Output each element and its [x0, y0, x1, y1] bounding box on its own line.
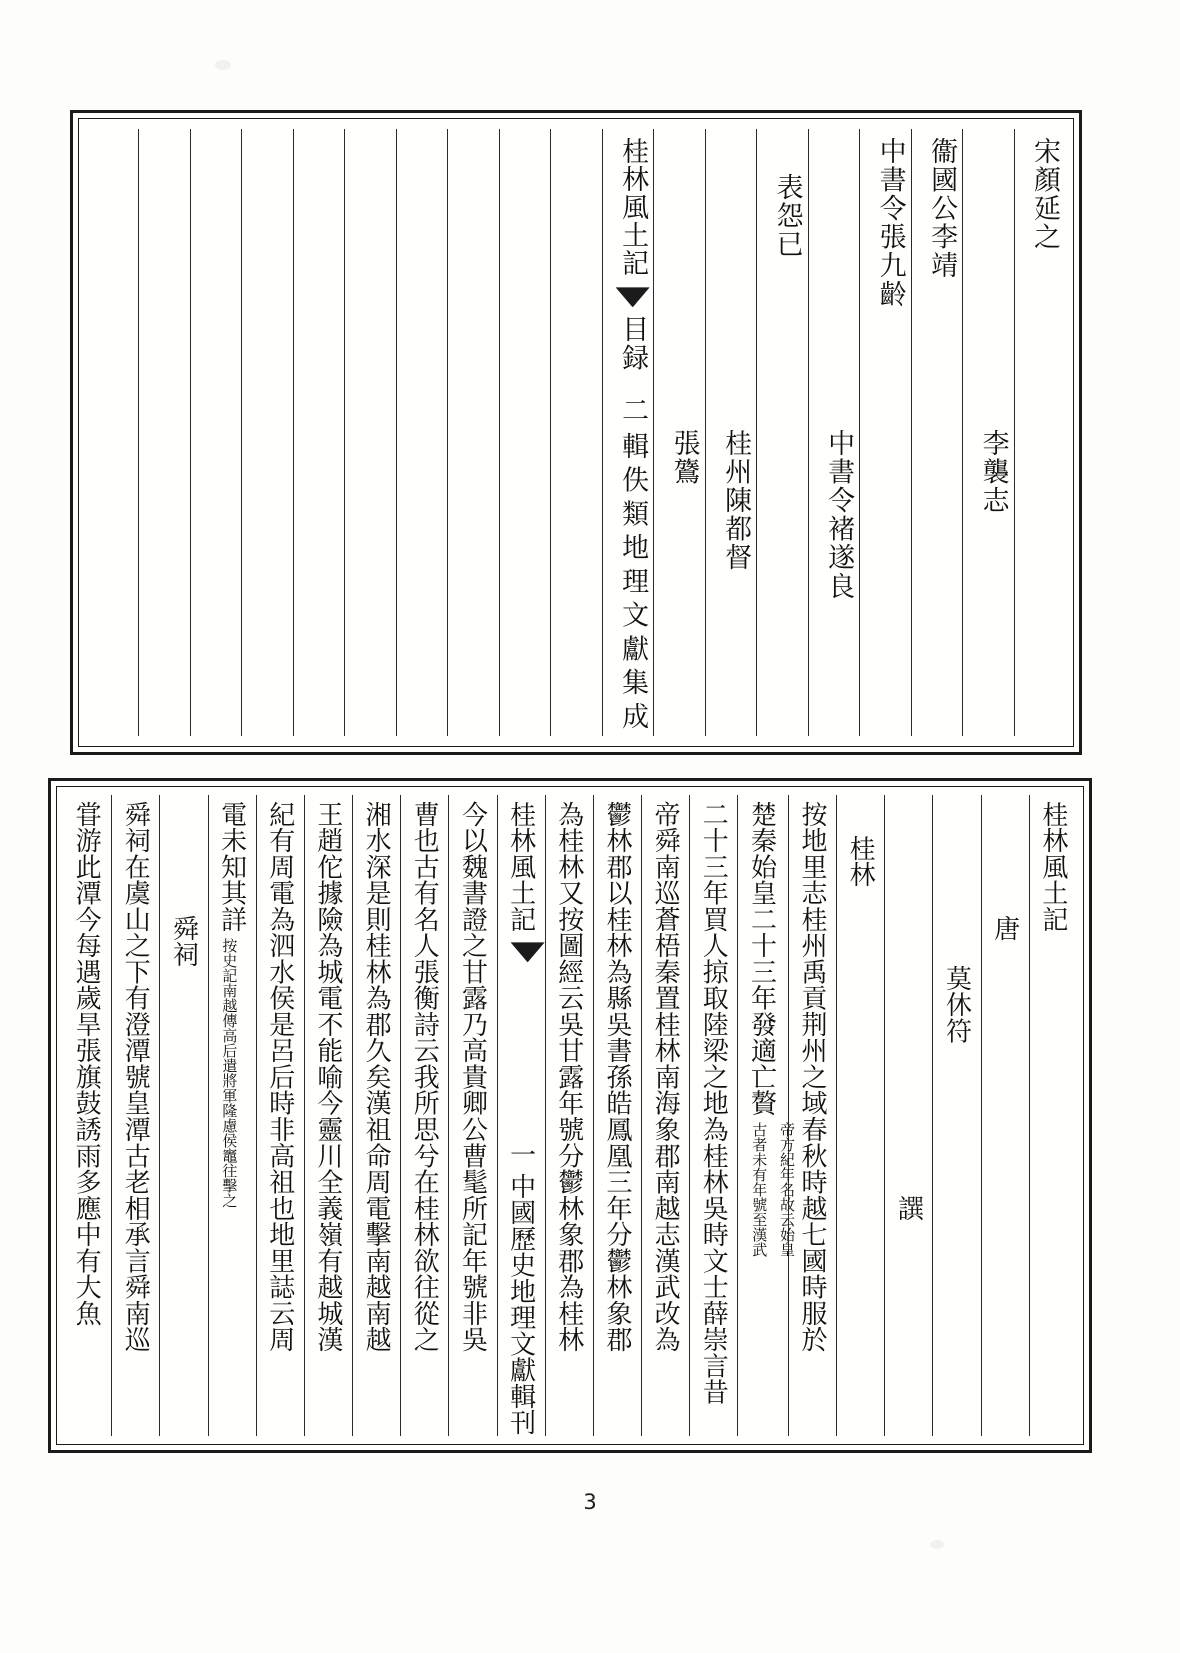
- sub-heading: 舜祠: [168, 915, 199, 968]
- folio-number: 3: [583, 1490, 597, 1514]
- body-column-13-subheading: [159, 795, 207, 1436]
- topic-column: [836, 795, 884, 1436]
- body-text: 帝舜南巡蒼梧秦置桂林南海象郡南越志漢武改為: [650, 801, 681, 1353]
- body-text: 電未知其詳: [216, 801, 247, 933]
- body-column-11: [256, 795, 304, 1436]
- section-label: 目録: [617, 315, 649, 373]
- toc-inner-border: [78, 118, 1074, 747]
- body-text: 二十三年買人掠取陸梁之地為桂林吳時文士薛崇言昔: [698, 801, 729, 1405]
- interlinear-note-pair: [738, 1116, 794, 1257]
- body-text: 王趙佗據險為城電不能喻今靈川全義嶺有越城漢: [312, 801, 343, 1353]
- author-name-column: [932, 795, 980, 1436]
- main-banxin-strip: [497, 795, 545, 1436]
- interlinear-note-left: 帝方紀年名故云始皇: [777, 1122, 796, 1258]
- toc-blank-column: [293, 129, 344, 736]
- toc-entry-main: 表怨已: [771, 173, 803, 259]
- scan-blotch: [215, 60, 231, 70]
- toc-entry-main: 中書令張九齡: [874, 137, 906, 309]
- body-column-6: [545, 795, 593, 1436]
- book-title: 桂林風土記: [617, 137, 649, 278]
- body-with-interlinear-note: [738, 795, 777, 1117]
- toc-blank-column: [550, 129, 601, 736]
- body-column-12: [208, 795, 256, 1436]
- toc-entry-sub: 張鷟: [668, 429, 700, 487]
- toc-column-4: [756, 129, 807, 736]
- toc-column-1: [1014, 129, 1065, 736]
- page-marker: 一: [505, 1141, 536, 1168]
- toc-column-1-sub: [962, 129, 1013, 736]
- body-text: 湘水深是則桂林為郡久矣漢祖命周電擊南越南越: [361, 801, 392, 1353]
- fish-tail-icon: [616, 287, 650, 307]
- toc-entry-sub: 中書令褚遂良: [823, 429, 855, 601]
- main-columns: [57, 787, 1083, 1444]
- toc-entry-main: 宋顏延之: [1029, 137, 1061, 252]
- toc-entry-main: 衞國公李靖: [926, 137, 958, 281]
- author-role-column: [884, 795, 932, 1436]
- body-column-1: [788, 795, 836, 1436]
- toc-blank-column: [344, 129, 395, 736]
- body-column-4: [641, 795, 689, 1436]
- toc-banxin-strip: [602, 129, 653, 736]
- scan-blotch: [930, 1540, 944, 1549]
- main-text-block: [48, 778, 1092, 1453]
- page-marker: 二: [617, 395, 649, 425]
- toc-column-5-sub: [653, 129, 704, 736]
- body-column-15: [63, 795, 111, 1436]
- series-label: 輯佚類地理文獻集成: [617, 432, 649, 736]
- toc-column-3-sub: [808, 129, 859, 736]
- interlinear-note-right: 古者未有年號至漢武: [750, 1122, 769, 1258]
- body-column-3: [689, 795, 737, 1436]
- body-text: 今以魏書證之甘露乃高貴卿公曹髦所記年號非吳: [457, 801, 488, 1353]
- body-text: 紀有周電為泗水侯是呂后時非高祖也地里誌云周: [264, 801, 295, 1353]
- body-text: 鬱林郡以桂林為縣吳書孫皓鳳凰三年分鬱林象郡: [601, 801, 632, 1353]
- author-role: 譔: [893, 1195, 924, 1222]
- main-heading-column: [1029, 795, 1077, 1436]
- toc-column-4-sub: [705, 129, 756, 736]
- body-text: 為桂林又按圖經云吳甘露年號分鬱林象郡為桂林: [553, 801, 584, 1353]
- body-text: 曹也古有名人張衡詩云我所思兮在桂林欲往從之: [409, 801, 440, 1353]
- body-column-7: [448, 795, 496, 1436]
- body-text: 楚秦始皇二十三年發適亡贅: [746, 801, 777, 1117]
- toc-blank-column: [396, 129, 447, 736]
- body-text: 舜祠在虞山之下有澄潭號皇潭古老相承言舜南巡: [120, 801, 151, 1353]
- toc-blank-column: [499, 129, 550, 736]
- toc-column-3: [859, 129, 910, 736]
- toc-entry-sub: 李襲志: [977, 429, 1009, 515]
- book-title: 桂林風土記: [505, 801, 536, 933]
- toc-column-2: [911, 129, 962, 736]
- body-column-14: [111, 795, 159, 1436]
- toc-columns: [79, 119, 1073, 746]
- toc-blank-column: [241, 129, 292, 736]
- series-label: 中國歷史地理文獻輯刊: [505, 1173, 536, 1436]
- table-of-contents-block: [70, 110, 1082, 755]
- body-column-5: [593, 795, 641, 1436]
- author-column: [981, 795, 1029, 1436]
- toc-blank-column: [447, 129, 498, 736]
- dynasty-label: 唐: [989, 915, 1020, 942]
- body-column-8: [400, 795, 448, 1436]
- main-inner-border: [56, 786, 1084, 1445]
- body-text: 甞游此潭今每遇歲旱張旗鼓誘雨多應中有大魚: [71, 801, 102, 1327]
- fish-tail-icon: [511, 942, 545, 962]
- body-column-10: [304, 795, 352, 1436]
- author-name: 莫休符: [941, 965, 972, 1044]
- toc-blank-column: [87, 129, 138, 736]
- toc-blank-column: [190, 129, 241, 736]
- interlinear-note: 按史記南越傳高后遣將軍隆慮侯竈往擊之: [220, 938, 239, 1209]
- toc-blank-column: [138, 129, 189, 736]
- topic-label: 桂林: [845, 835, 876, 888]
- chapter-heading: 桂林風土記: [1037, 801, 1068, 933]
- body-column-2: [737, 795, 796, 1436]
- toc-entry-sub: 桂州陳都督: [720, 429, 752, 573]
- body-column-9: [352, 795, 400, 1436]
- body-text: 按地里志桂州禹貢荆州之域春秋時越七國時服於: [796, 801, 827, 1353]
